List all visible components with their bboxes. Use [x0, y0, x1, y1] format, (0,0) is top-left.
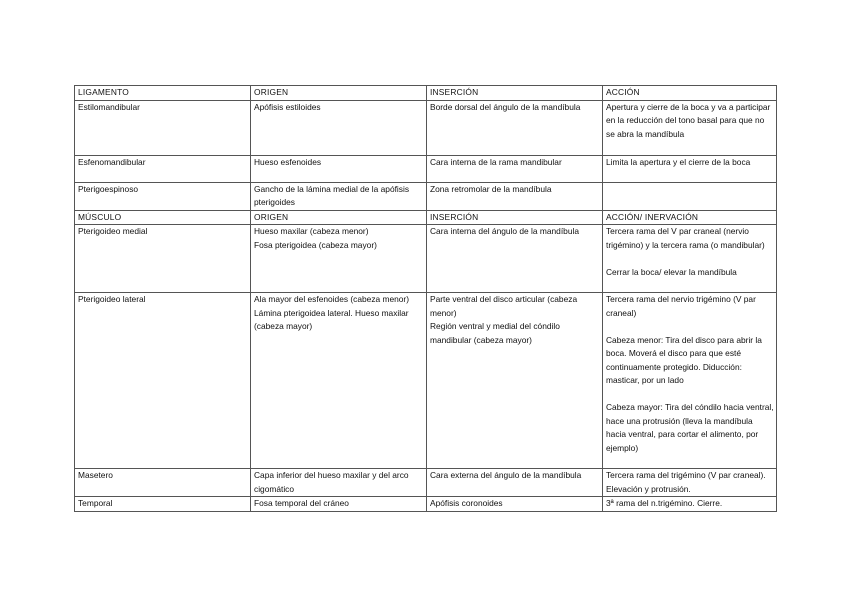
table-row — [75, 469, 777, 497]
table-cell: Apófisis coronoides — [427, 497, 603, 512]
table-cell: Hueso maxilar (cabeza menor) Fosa pterigoidea (cabeza mayor) — [251, 225, 427, 293]
table-cell: INSERCIÓN — [427, 86, 603, 101]
table-cell: Ala mayor del esfenoides (cabeza menor) Lámina pterigoidea lateral. Hueso maxilar (cabeza mayor) — [251, 293, 427, 469]
table-cell: Temporal — [75, 497, 251, 512]
table-cell: Esfenomandibular — [75, 155, 251, 182]
table-row — [75, 225, 777, 293]
table-cell: ORIGEN — [251, 86, 427, 101]
table-cell: Tercera rama del V par craneal (nervio trigémino) y la tercera rama (o mandibular) Cerrar la boca/ elevar la mandíbula — [603, 225, 777, 293]
table-cell: Tercera rama del nervio trigémino (V par craneal) Cabeza menor: Tira del disco para abrir la boca. Moverá el disco para que esté continuamente protegido. Diducción: masticar, por un lado Cabeza mayor: Tira del cóndilo hacia ventral, hace una protrusión (lleva la mandíbula hacia ventral, para cortar el alimento, por ejemplo) — [603, 293, 777, 469]
table-cell: Hueso esfenoides — [251, 155, 427, 182]
table-cell: Masetero — [75, 469, 251, 497]
table-cell: ACCIÓN/ INERVACIÓN — [603, 210, 777, 225]
table-cell: ORIGEN — [251, 210, 427, 225]
table-cell: Capa inferior del hueso maxilar y del arco cigomático — [251, 469, 427, 497]
table-row — [75, 497, 777, 512]
table-cell: Apertura y cierre de la boca y va a participar en la reducción del tono basal para que no se abra la mandíbula — [603, 100, 777, 155]
table-cell: Zona retromolar de la mandíbula — [427, 182, 603, 210]
table-cell: Cara externa del ángulo de la mandíbula — [427, 469, 603, 497]
table-cell: Gancho de la lámina medial de la apófisis pterigoides — [251, 182, 427, 210]
table-cell: Parte ventral del disco articular (cabeza menor) Región ventral y medial del cóndilo mandibular (cabeza mayor) — [427, 293, 603, 469]
table-cell: MÚSCULO — [75, 210, 251, 225]
table-cell: Pterigoideo lateral — [75, 293, 251, 469]
table-cell: Estilomandibular — [75, 100, 251, 155]
table-row — [75, 155, 777, 182]
table-cell: Borde dorsal del ángulo de la mandíbula — [427, 100, 603, 155]
table-cell — [603, 182, 777, 210]
table-row — [75, 100, 777, 155]
table-cell: Cara interna del ángulo de la mandíbula — [427, 225, 603, 293]
table-cell: Cara interna de la rama mandibular — [427, 155, 603, 182]
table-cell: LIGAMENTO — [75, 86, 251, 101]
table-row — [75, 293, 777, 469]
table-cell: Tercera rama del trigémino (V par craneal). Elevación y protrusión. — [603, 469, 777, 497]
table-cell: 3ª rama del n.trigémino. Cierre. — [603, 497, 777, 512]
table-cell: ACCIÓN — [603, 86, 777, 101]
table-cell: Pterigoespinoso — [75, 182, 251, 210]
table-cell: INSERCIÓN — [427, 210, 603, 225]
table-cell: Apófisis estiloides — [251, 100, 427, 155]
header-row-ligamento — [75, 86, 777, 101]
table-cell: Limita la apertura y el cierre de la boca — [603, 155, 777, 182]
table-cell: Pterigoideo medial — [75, 225, 251, 293]
anatomy-table — [74, 85, 777, 512]
table-cell: Fosa temporal del cráneo — [251, 497, 427, 512]
table-row — [75, 182, 777, 210]
header-row-musculo — [75, 210, 777, 225]
